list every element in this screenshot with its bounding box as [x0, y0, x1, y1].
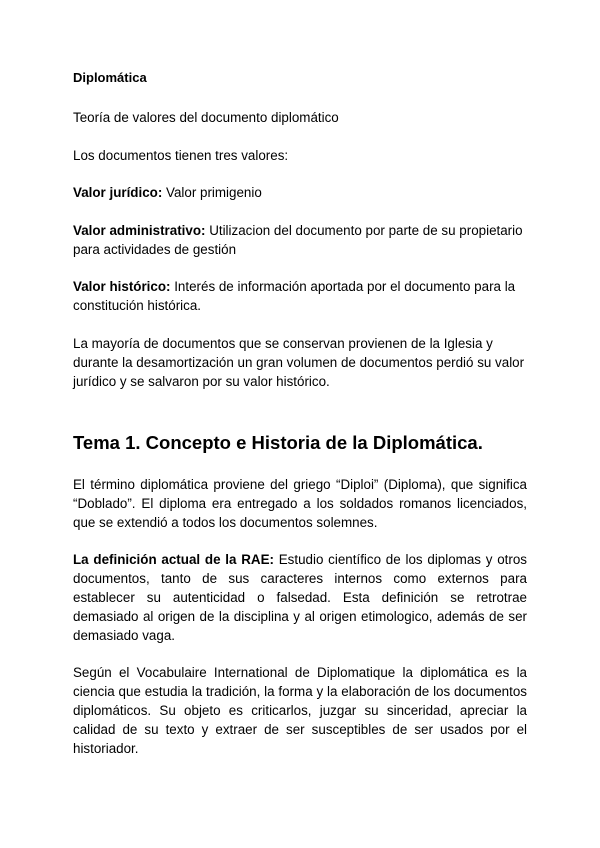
value-administrativo-text: Utilizacion del documento por parte de su propietario para actividades de gestión	[73, 223, 523, 257]
value-historico-term: Valor histórico:	[73, 279, 171, 294]
section-heading: Tema 1. Concepto e Historia de la Diplomática.	[73, 432, 483, 453]
rae-term: La definición actual de la RAE:	[73, 552, 274, 567]
value-juridico-text: Valor primigenio	[162, 185, 262, 200]
value-administrativo-term: Valor administrativo:	[73, 223, 206, 238]
rae-text: Estudio científico de los diplomas y otros documentos, tanto de sus caracteres internos como externos para establecer su autenticidad o falsedad. Esta definición se retrotrae demasiado al origen de la disciplina y al origen etimologico, además de ser demasiado vaga.	[73, 552, 527, 643]
value-juridico-term: Valor jurídico:	[73, 185, 163, 200]
vocabulaire-paragraph: Según el Vocabulaire International de Diplomatique la diplomática es la ciencia que estudia la tradición, la forma y la elaboración de los documentos diplomáticos. Su objeto es criticarlos, juzgar su sinceridad, apreciar la calidad de su texto y extraer de ser susceptibles de ser usados por el historiador.	[73, 665, 527, 756]
rae-paragraph	[73, 550, 527, 645]
etymology-paragraph: El término diplomática proviene del griego “Diploi” (Diploma), que significa “Doblado”. El diploma era entregado a los soldados romanos licenciados, que se extendió a todos los documentos solemnes.	[73, 477, 527, 530]
value-administrativo-paragraph	[73, 221, 527, 259]
church-paragraph: La mayoría de documentos que se conservan provienen de la Iglesia y durante la desamortización un gran volumen de documentos perdió su valor jurídico y se salvaron por su valor histórico.	[73, 336, 525, 389]
value-historico-text: Interés de información aportada por el documento para la constitución histórica.	[73, 279, 516, 313]
value-historico-paragraph	[73, 277, 527, 315]
value-juridico-paragraph	[73, 183, 527, 202]
intro-paragraph: Los documentos tienen tres valores:	[73, 148, 289, 163]
document-title: Diplomática	[73, 70, 147, 85]
subtitle-paragraph: Teoría de valores del documento diplomático	[73, 110, 339, 125]
